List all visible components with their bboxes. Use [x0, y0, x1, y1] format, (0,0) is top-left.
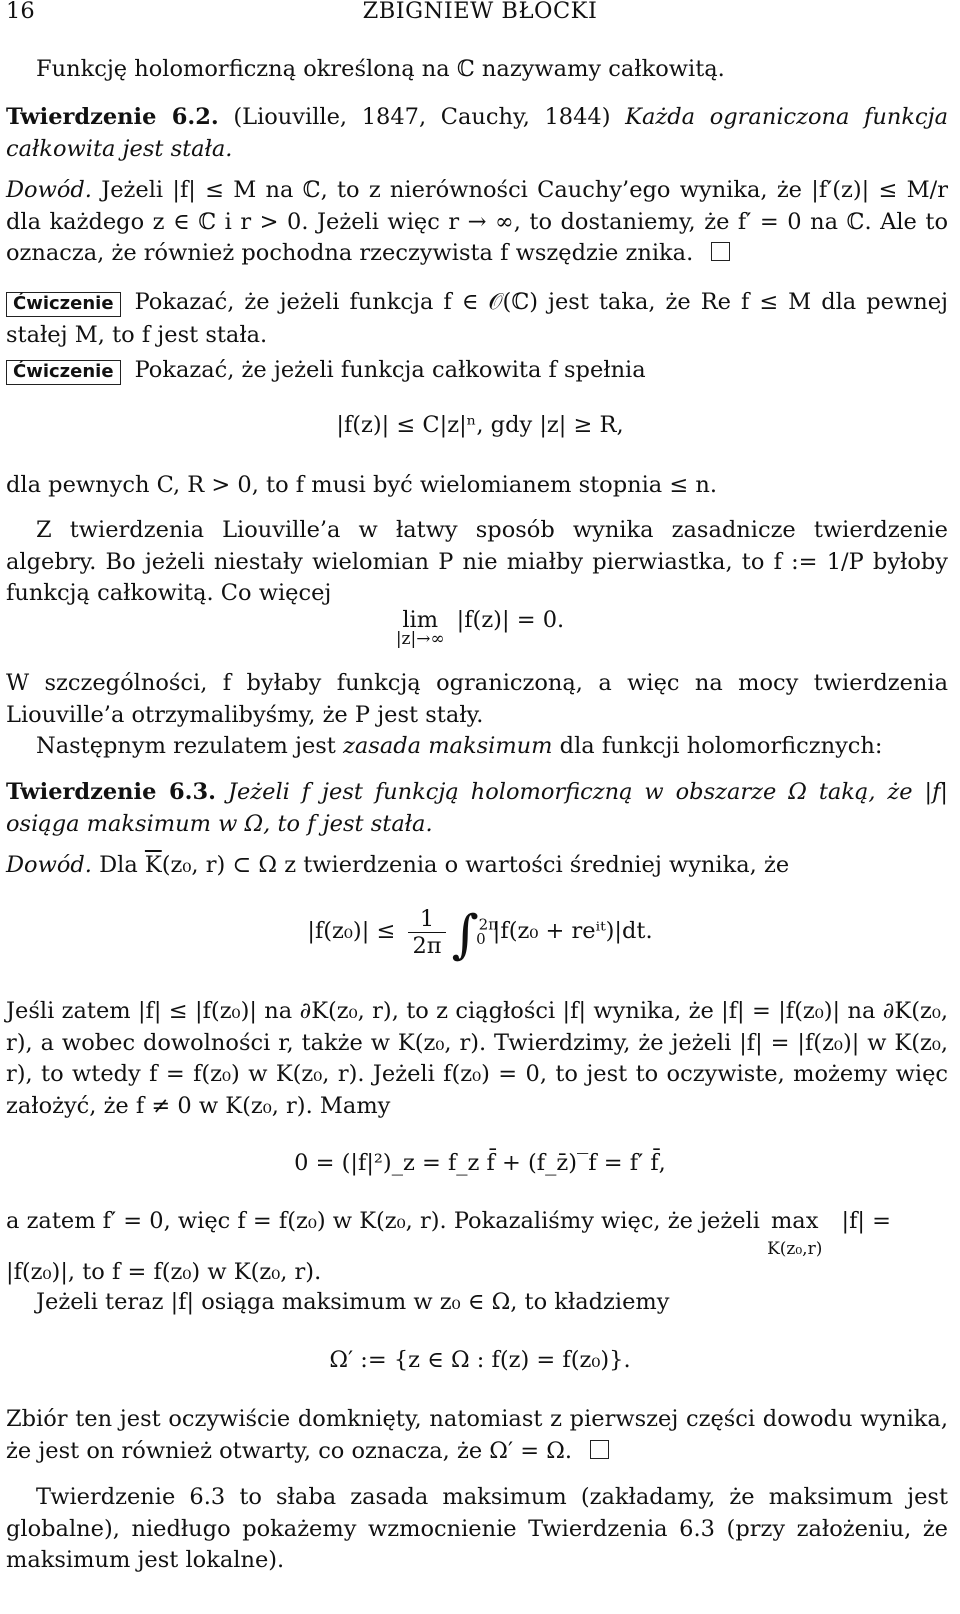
proof-label: Dowód. [6, 177, 92, 203]
integral-sign: ∫ [451, 905, 479, 965]
proof-6-2 [6, 175, 948, 270]
max-principle-intro: Następnym rezulatem jest zasada maksimum dla funkcji holomorficznych: [36, 733, 883, 759]
fraction: $\frac{1}{2\pi}$ [408, 906, 445, 959]
page-number: 16 [6, 0, 35, 24]
limit-formula [0, 607, 960, 649]
exercise-label: Ćwiczenie [6, 292, 121, 317]
theorem-statement: Każda ograniczona funkcja całkowita jest stała. [6, 104, 948, 162]
closure-paragraph: Zbiór ten jest oczywiście domknięty, natomiast z pierwszej części dowodu wynika, że jest on również otwarty, co oznacza, że Ω′ = Ω. [6, 1406, 948, 1464]
theorem-6-3 [6, 777, 948, 840]
consequence-paragraph: W szczególności, f byłaby funkcją ograniczoną, a więc na mocy twierdzenia Liouville’a otrzymalibyśmy, że P jest stały. [6, 670, 948, 728]
derivative-identity: 0 = (|f|²)_z = f_z f̄ + (f_z̄)‾f = f′ f̄, [294, 1150, 666, 1176]
maximum-paragraph: a zatem f′ = 0, więc f = f(z₀) w K(z₀, r). Pokazaliśmy więc, że jeżeli max K(z₀,r) |f| = [6, 1206, 948, 1265]
remark-paragraph: Twierdzenie 6.3 to słaba zasada maksimum (zakładamy, że maksimum jest globalne), niedługo pokażemy wzmocnienie Twierdzenia 6.3 (przy założeniu, że maksimum jest lokalne). [6, 1484, 948, 1573]
closed-disc-symbol: $\overline{K}$ [144, 852, 162, 878]
omega-prime-definition: Ω′ := {z ∈ Ω : f(z) = f(z₀)}. [329, 1347, 631, 1373]
integral-lower-limit: 0 [476, 929, 486, 948]
emphasized-term: zasada maksimum [343, 733, 553, 759]
limit-expression: |f(z)| = 0. [456, 607, 565, 633]
mean-value-inequality: |f(z₀)| ≤ $\frac{1}{2\pi}$ ∫$^{2\pi}_0$ |f(z₀ + reⁱᵗ)|dt. [307, 905, 653, 965]
max-operator: max K(z₀,r) [767, 1208, 823, 1259]
theorem-label: Twierdzenie 6.3. [6, 779, 216, 805]
exercise-1 [6, 287, 948, 351]
proof-body-paragraph: Jeśli zatem |f| ≤ |f(z₀)| na ∂K(z₀, r), to z ciągłości |f| wynika, że |f| = |f(z₀)| na ∂K(z₀, r), a wobec dowolności r, także w K(z₀, r). Twierdzimy, że jeżeli |f| = |f(z₀)| w K(z₀, r), to wtedy f = f(z₀) w K(z₀, r). Jeżeli f(z₀) = 0, to jest to oczywiste, możemy więc założyć, że f ≠ 0 w K(z₀, r). Mamy [6, 998, 948, 1119]
theorem-statement: Jeżeli f jest funkcją holomorficzną w obszarze Ω taką, że |f| osiąga maksimum w Ω, to f jest stała. [6, 779, 949, 837]
theorem-label: Twierdzenie 6.2. [6, 104, 219, 130]
exercise-formula: |f(z)| ≤ C|z|ⁿ, gdy |z| ≥ R, [336, 412, 624, 438]
integral-upper-limit: 2π [478, 915, 499, 934]
running-head: ZBIGNIEW BŁOCKI [362, 0, 598, 24]
definition-paragraph: Funkcję holomorficzną określoną na ℂ nazywamy całkowitą. [36, 56, 725, 82]
proof-label: Dowód. [6, 852, 92, 878]
algebra-paragraph: Z twierdzenia Liouville’a w łatwy sposób wynika zasadnicze twierdzenie algebry. Bo jeżeli niestały wielomian P nie miałby pierwiastka, to f := 1/P byłoby funkcją całkowitą. Co więcej [6, 517, 948, 606]
proof-text: Jeżeli |f| ≤ M na ℂ, to z nierówności Cauchy’ego wynika, że |f′(z)| ≤ M/r dla każdego z ∈ ℂ i r > 0. Jeżeli więc r → ∞, to dostaniemy, że f′ = 0 na ℂ. Ale to oznacza, że również pochodna rzeczywista f wszędzie znika. [6, 177, 948, 266]
exercise-text: Pokazać, że jeżeli funkcja całkowita f spełnia [134, 357, 646, 383]
theorem-6-2 [6, 102, 948, 165]
omega-intro: Jeżeli teraz |f| osiąga maksimum w z₀ ∈ Ω, to kładziemy [36, 1289, 670, 1315]
exercise-conclusion: dla pewnych C, R > 0, to f musi być wielomianem stopnia ≤ n. [6, 472, 718, 498]
limit-subscript: |z|→∞ [395, 629, 445, 649]
limit-operator: lim |z|→∞ [395, 607, 445, 649]
exercise-2 [6, 355, 948, 388]
proof-6-3-start: Dowód. Dla $\overline{K}(z_0$, r) ⊂ Ω z twierdzenia o wartości średniej wynika, że [6, 852, 790, 878]
theorem-attribution: (Liouville, 1847, Cauchy, 1844) [233, 104, 611, 130]
maximum-paragraph-end: |f(z₀)|, to f = f(z₀) w K(z₀, r). [6, 1259, 322, 1285]
qed-symbol [711, 242, 730, 261]
exercise-text: Pokazać, że jeżeli funkcja f ∈ 𝒪(ℂ) jest taka, że Re f ≤ M dla pewnej stałej M, to f jest stała. [6, 289, 948, 348]
exercise-label: Ćwiczenie [6, 360, 121, 385]
qed-symbol [590, 1440, 609, 1459]
